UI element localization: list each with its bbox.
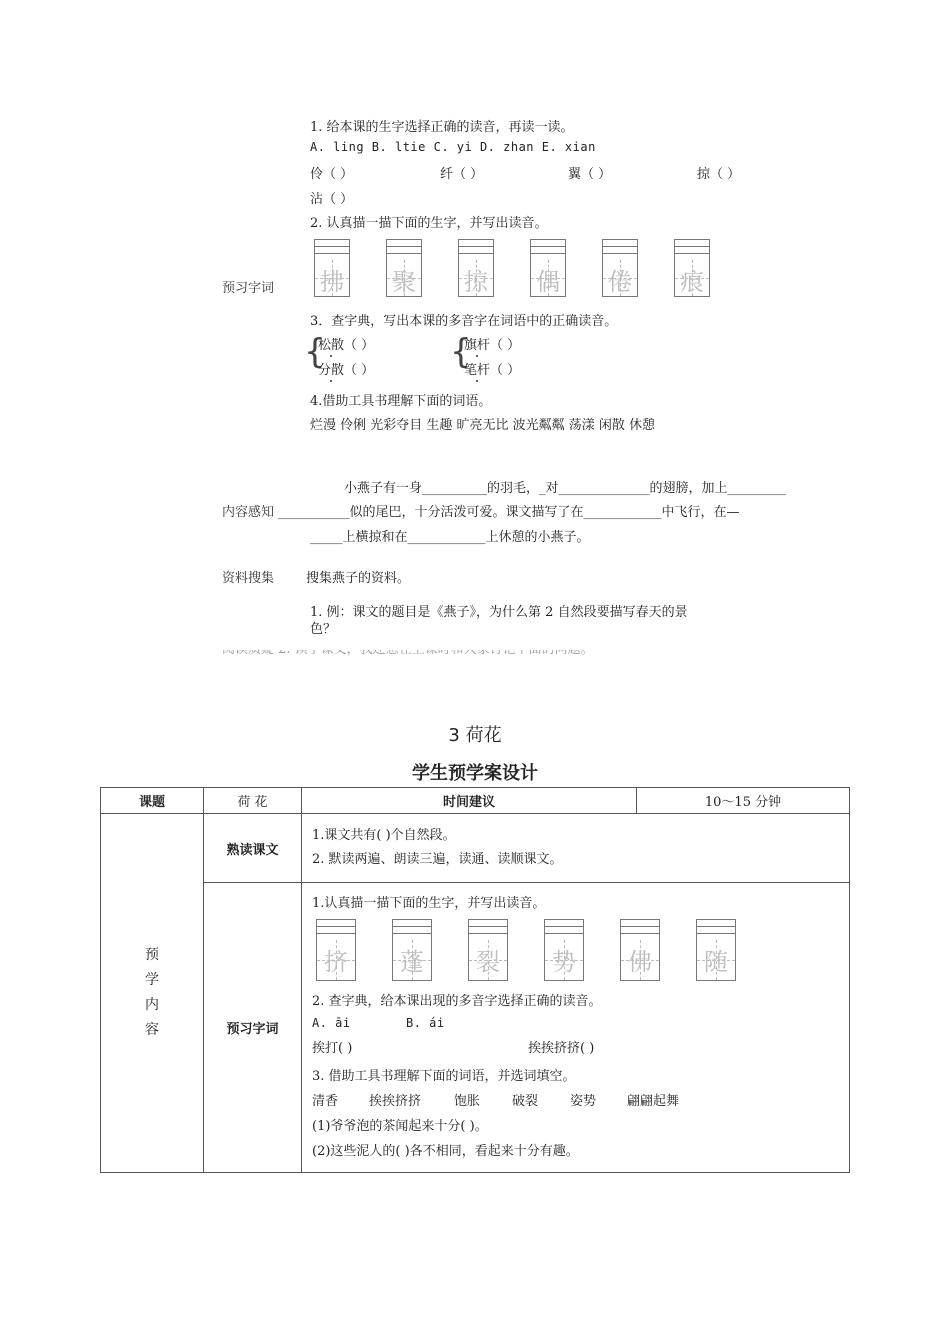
poly-word: 旗杆（ ） (464, 338, 521, 353)
q1-item: 沾（ ） (310, 192, 354, 207)
word-choice: 翩翩起舞 (627, 1094, 680, 1109)
writing-grid[interactable] (620, 919, 660, 981)
side-label-material: 资料搜集 (222, 571, 275, 586)
brace-icon: { (304, 332, 326, 372)
q4-words: 烂漫 伶俐 光彩夺目 生趣 旷亮无比 波光粼粼 荡漾 闲散 休憩 (310, 418, 656, 433)
content-line: ___________似的尾巴，十分活泼可爱。课文描写了在____________中飞行，在— (278, 505, 740, 520)
option-b: B. ái (406, 1016, 445, 1030)
trace-char: 偶 (536, 268, 560, 296)
writing-grid[interactable] (314, 239, 350, 297)
q2-title: 2. 认真描一描下面的生字，并写出读音。 (310, 216, 548, 231)
trace-char: 掠 (464, 268, 488, 296)
word-choice: 清香 (312, 1094, 339, 1109)
q1-item: 掠（ ） (697, 167, 741, 182)
table-header-row (101, 788, 850, 814)
read-content (302, 814, 850, 883)
writing-grid[interactable] (544, 919, 584, 981)
content-line: _____上横掠和在____________上休憩的小燕子。 (310, 530, 590, 545)
q1-options: A. ling B. ltie C. yi D. zhan E. xian (310, 140, 596, 154)
writing-grid[interactable] (316, 919, 356, 981)
writing-grid[interactable] (386, 239, 422, 297)
design-title: 学生预学案设计 (412, 763, 538, 784)
content-line: 小燕子有一身__________的羽毛，_对______________的翅膀，加上_________ (344, 481, 787, 496)
page-cut (0, 640, 950, 650)
trace-char: 蓬 (400, 948, 424, 976)
preview-q1: 1.认真描一描下面的生字，并写出读音。 (312, 896, 546, 911)
word-choice: 饱胀 (454, 1094, 481, 1109)
writing-grid[interactable] (602, 239, 638, 297)
q3-title: 3．查字典，写出本课的多音字在词语中的正确读音。 (310, 314, 618, 329)
option-a: A. āi (312, 1016, 351, 1030)
q1-item: 翼（ ） (568, 167, 612, 182)
fill-sentence: (2)这些泥人的( )各不相同，看起来十分有趣。 (312, 1144, 579, 1159)
poly-word: 分散（ ） (318, 363, 375, 378)
read-line: 1.课文共有( )个自然段。 (312, 828, 456, 843)
side-label-content: 内容感知 (222, 505, 275, 520)
writing-grid[interactable] (468, 919, 508, 981)
table-row (101, 814, 850, 883)
preview-q3: 3. 借助工具书理解下面的词语，并选词填空。 (312, 1069, 576, 1084)
header-time: 时间建议 (302, 788, 637, 814)
header-topic: 课题 (101, 788, 204, 814)
design-table (100, 787, 850, 1173)
writing-grid[interactable] (392, 919, 432, 981)
trace-char: 势 (552, 948, 576, 976)
poly-word: 挨挨挤挤( ) (528, 1041, 595, 1056)
reading-question: 1. 例：课文的题目是《燕子》，为什么第 2 自然段要描写春天的景 (310, 605, 688, 620)
trace-char: 倦 (608, 268, 632, 296)
q1-item: 伶（ ） (310, 167, 354, 182)
trace-char: 佛 (628, 948, 652, 976)
header-duration: 10～15 分钟 (637, 788, 850, 814)
trace-char: 随 (704, 948, 728, 976)
q1-item: 纤（ ） (440, 167, 484, 182)
lesson-title: 3 荷花 (448, 725, 502, 746)
trace-char: 痕 (680, 268, 704, 296)
fill-sentence: (1)爷爷泡的茶闻起来十分( )。 (312, 1119, 488, 1134)
writing-grid[interactable] (674, 239, 710, 297)
poly-word: 挨打( ) (312, 1041, 353, 1056)
poly-word: 笔杆（ ） (464, 363, 521, 378)
reading-question: 色？ (310, 622, 337, 637)
preview-label: 预习字词 (204, 883, 302, 1173)
writing-grid[interactable] (696, 919, 736, 981)
header-lesson: 荷 花 (204, 788, 302, 814)
trace-char: 挤 (324, 948, 348, 976)
section-label: 预 学 内 容 (101, 814, 204, 1173)
word-choice: 破裂 (512, 1094, 539, 1109)
word-choice: 挨挨挤挤 (369, 1094, 422, 1109)
table-row (101, 883, 850, 1173)
brace-icon: { (450, 332, 472, 372)
read-line: 2. 默读两遍、朗读三遍，读通、读顺课文。 (312, 852, 563, 867)
trace-char: 拂 (320, 268, 344, 296)
writing-grid[interactable] (530, 239, 566, 297)
q4-title: 4.借助工具书理解下面的词语。 (310, 394, 492, 409)
read-label: 熟读课文 (204, 814, 302, 883)
q1-title: 1. 给本课的生字选择正确的读音，再读一读。 (310, 120, 574, 135)
writing-grid[interactable] (458, 239, 494, 297)
material-text: 搜集燕子的资料。 (306, 571, 411, 586)
poly-word: 松散（ ） (318, 338, 375, 353)
trace-char: 聚 (392, 268, 416, 296)
side-label-preview: 预习字词 (222, 281, 275, 296)
preview-content (302, 883, 850, 1173)
word-choice: 姿势 (570, 1094, 597, 1109)
trace-char: 裂 (476, 948, 500, 976)
preview-q2: 2. 查字典，给本课出现的多音字选择正确的读音。 (312, 994, 602, 1009)
